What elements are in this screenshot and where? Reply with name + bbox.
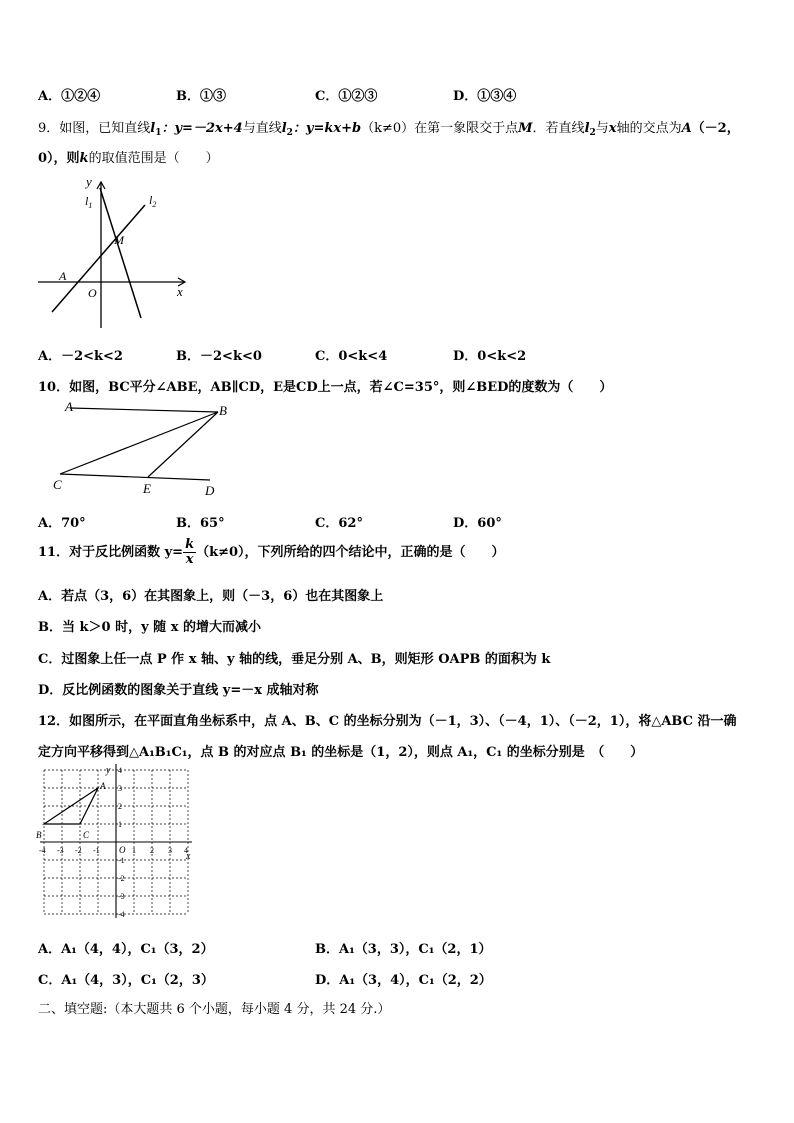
section-2-title: 二、填空题:（本大题共 6 个小题，每小题 4 分，共 24 分.） (38, 1002, 391, 1017)
svg-text:-4: -4 (39, 846, 46, 855)
q9-option-d: D．0<k<2 (453, 349, 527, 364)
segment-cd (60, 474, 210, 480)
x-axis-label: x (177, 284, 183, 299)
y-axis-label: y (86, 174, 92, 189)
q10-figure (50, 398, 235, 502)
q9-stem-line2: 0），则k的取值范围是（ ） (38, 151, 219, 166)
svg-text:-2: -2 (118, 874, 125, 883)
svg-text:3: 3 (118, 784, 122, 793)
line-l2 (52, 205, 145, 312)
y-axis-label: y (106, 765, 111, 776)
q10-option-d: D．60° (453, 516, 502, 531)
q12-option-a: A．A₁（4，4），C₁（3，2） (38, 942, 214, 957)
point-b-label: B (219, 403, 227, 418)
l1-label: $l_1$ (85, 194, 93, 210)
q8-option-b: B．①③ (176, 89, 227, 104)
q9-stem-line1: 9．如图，已知直线$l_1$：y=－2x+4与直线$l_2$：y=kx+b（k≠0）在第一象限交于点M．若直线$l_2$与x轴的交点为A（－2， (38, 121, 740, 138)
q12-option-c: C．A₁（4，3），C₁（2，3） (38, 973, 214, 988)
point-e-label: E (143, 481, 151, 496)
q9-figure (30, 170, 195, 335)
svg-text:-1: -1 (118, 856, 125, 865)
q12-option-b: B．A₁（3，3），C₁（2，1） (315, 942, 492, 957)
q11-option-a: A．若点（3，6）在其图象上，则（－3，6）也在其图象上 (38, 589, 384, 604)
q9-option-c: C．0<k<4 (315, 349, 388, 364)
point-a-label: A (59, 269, 67, 283)
q11-option-b: B．当 k＞0 时，y 随 x 的增大而减小 (38, 620, 261, 635)
svg-text:1: 1 (118, 820, 122, 829)
point-a-label: A (100, 781, 106, 791)
segment-bc (60, 412, 218, 474)
segment-ab (70, 408, 218, 412)
x-axis-label: x (186, 851, 191, 862)
q9-option-a: A．－2<k<2 (38, 349, 123, 364)
point-a-label: A (65, 399, 73, 414)
x-tick-labels (39, 846, 188, 855)
svg-text:-4: -4 (118, 910, 125, 919)
q10-stem: 10．如图，BC平分∠ABE，AB∥CD，E是CD上一点，若∠C=35°，则∠BED的度数为（ ） (38, 380, 613, 395)
q9-option-b: B．－2<k<0 (176, 349, 262, 364)
point-m-label: M (114, 233, 124, 247)
q10-option-a: A．70° (38, 516, 86, 531)
q12-figure (36, 762, 201, 922)
svg-text:4: 4 (184, 846, 188, 855)
q10-option-c: C．62° (315, 516, 363, 531)
point-c-label: C (53, 477, 62, 492)
origin-label: O (88, 286, 97, 300)
point-c-label: C (83, 830, 90, 840)
q12-stem-line1: 12．如图所示，在平面直角坐标系中，点 A、B、C 的坐标分别为（－1，3）、（－4，1）、（－2，1），将△ABC 沿一确 (38, 714, 737, 729)
line-l1 (100, 188, 141, 318)
point-b-label: B (36, 830, 42, 840)
svg-text:1: 1 (132, 846, 136, 855)
svg-text:2: 2 (150, 846, 154, 855)
svg-text:-2: -2 (75, 846, 82, 855)
q8-option-a: A．①②④ (38, 89, 101, 104)
q11-stem: 11．对于反比例函数 y= $\frac{k}{x}$ （k≠0），下列所给的四个结论中，正确的是（ ） (38, 537, 505, 567)
svg-text:4: 4 (118, 766, 122, 775)
q10-option-b: B．65° (176, 516, 225, 531)
svg-text:-3: -3 (57, 846, 64, 855)
q8-option-c: C．①②③ (315, 89, 378, 104)
q8-option-d: D．①③④ (453, 89, 517, 104)
l2-label: $l_2$ (149, 193, 157, 209)
q11-option-c: C．过图象上任一点 P 作 x 轴、y 轴的线，垂足分别 A、B，则矩形 OAPB 的面积为 k (38, 652, 551, 667)
svg-text:-1: -1 (93, 846, 100, 855)
q12-option-d: D．A₁（3，4），C₁（2，2） (315, 973, 492, 988)
point-d-label: D (205, 483, 215, 498)
svg-text:2: 2 (118, 802, 122, 811)
svg-text:3: 3 (168, 846, 172, 855)
segment-be (148, 412, 218, 477)
q12-stem-line2: 定方向平移得到△A₁B₁C₁，点 B 的对应点 B₁ 的坐标是（1，2），则点 A₁，C₁ 的坐标分别是 （ ） (38, 745, 644, 760)
origin-label: O (119, 845, 126, 855)
svg-text:-3: -3 (118, 892, 125, 901)
q11-option-d: D．反比例函数的图象关于直线 y=－x 成轴对称 (38, 683, 319, 698)
fraction-k-over-x: $\frac{k}{x}$ (185, 537, 195, 567)
